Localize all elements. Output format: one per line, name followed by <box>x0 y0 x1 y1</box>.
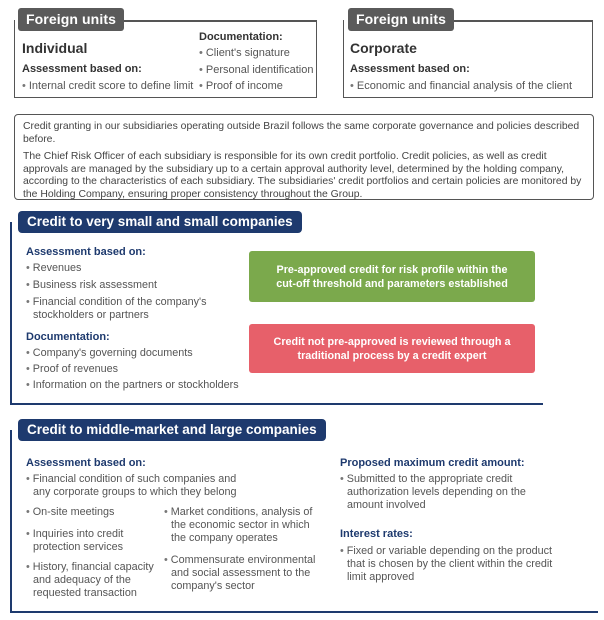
small-doc-item: • Information on the partners or stockholders <box>26 379 239 391</box>
corporate-assessment-head: Assessment based on: <box>350 63 470 75</box>
individual-documentation-head: Documentation: <box>199 31 283 43</box>
middle-section-left-rule <box>10 430 12 612</box>
small-assessment-head: Assessment based on: <box>26 246 146 258</box>
individual-doc-item: • Proof of income <box>199 80 283 92</box>
individual-assessment-head: Assessment based on: <box>22 63 142 75</box>
individual-doc-item: • Client's signature <box>199 47 290 59</box>
small-section-left-rule <box>10 222 12 404</box>
middle-left-item: • On-site meetings <box>26 506 115 518</box>
max-credit-head: Proposed maximum credit amount: <box>340 457 525 469</box>
middle-financial-condition-item: • Financial condition of such companies and <box>26 473 237 485</box>
middle-left-item-continued: requested transaction <box>33 587 137 599</box>
interest-rates-item: • Fixed or variable depending on the product <box>340 545 553 557</box>
info-paragraph-2: The Chief Risk Officer of each subsidiary is responsible for its own credit portfolio. Credit policies, as well as credit approvals are managed by the subsidiary up to a certain approval authority level, determined by the holding company, according to the characteristics of each subsidiary. The subsidiaries' credit portfolios and certain policies are monitored by the Holding Company, ensuring proper consistency throughout the Group. <box>23 151 582 200</box>
middle-market-tag: Credit to middle-market and large companies <box>18 419 326 441</box>
middle-assessment-head: Assessment based on: <box>26 457 146 469</box>
individual-assessment-item: • Internal credit score to define limit <box>22 80 194 92</box>
small-assessment-item: • Business risk assessment <box>26 279 157 291</box>
max-credit-item: • Submitted to the appropriate credit <box>340 473 513 485</box>
small-assessment-item-continued: stockholders or partners <box>33 309 149 321</box>
individual-foreign-units-tag: Foreign units <box>18 8 124 31</box>
interest-rates-item-continued: limit approved <box>347 571 415 583</box>
middle-mid-item: • Commensurate environmental <box>164 554 316 566</box>
foreign-subsidiaries-info-box <box>14 114 594 200</box>
corporate-title: Corporate <box>350 40 417 56</box>
middle-mid-item-continued: and social assessment to the <box>171 567 311 579</box>
middle-left-item-continued: and adequacy of the <box>33 574 131 586</box>
middle-mid-item: • Market conditions, analysis of <box>164 506 313 518</box>
corporate-box-top-rule <box>443 20 593 22</box>
middle-section-bottom-rule <box>10 611 598 613</box>
middle-left-item-continued: protection services <box>33 541 124 553</box>
interest-rates-head: Interest rates: <box>340 528 413 540</box>
middle-left-item: • History, financial capacity <box>26 561 154 573</box>
not-pre-approved-credit-box: Credit not pre-approved is reviewed through a traditional process by a credit expert <box>249 324 535 373</box>
small-doc-item: • Company's governing documents <box>26 347 193 359</box>
middle-financial-condition-item-continued: any corporate groups to which they belong <box>33 486 237 498</box>
middle-left-item: • Inquiries into credit <box>26 528 124 540</box>
small-section-bottom-rule <box>10 403 543 405</box>
pre-approved-credit-box: Pre-approved credit for risk profile within the cut-off threshold and parameters established <box>249 251 535 302</box>
middle-mid-item-continued: the economic sector in which <box>171 519 310 531</box>
small-documentation-head: Documentation: <box>26 331 110 343</box>
info-paragraph-1: Credit granting in our subsidiaries operating outside Brazil follows the same corporate governance and policies described before. <box>23 121 580 145</box>
small-doc-item: • Proof of revenues <box>26 363 119 375</box>
middle-mid-item-continued: the company operates <box>171 532 278 544</box>
individual-box-top-rule <box>113 20 317 22</box>
corporate-assessment-item: • Economic and financial analysis of the client <box>350 80 573 92</box>
middle-mid-item-continued: company's sector <box>171 580 255 592</box>
small-assessment-item: • Financial condition of the company's <box>26 296 207 308</box>
interest-rates-item-continued: that is chosen by the client within the credit <box>347 558 553 570</box>
small-assessment-item: • Revenues <box>26 262 82 274</box>
max-credit-item-continued: authorization levels depending on the <box>347 486 526 498</box>
small-companies-tag: Credit to very small and small companies <box>18 211 302 233</box>
corporate-foreign-units-tag: Foreign units <box>348 8 454 31</box>
individual-title: Individual <box>22 40 88 56</box>
max-credit-item-continued: amount involved <box>347 499 426 511</box>
individual-doc-item: • Personal identification <box>199 64 314 76</box>
